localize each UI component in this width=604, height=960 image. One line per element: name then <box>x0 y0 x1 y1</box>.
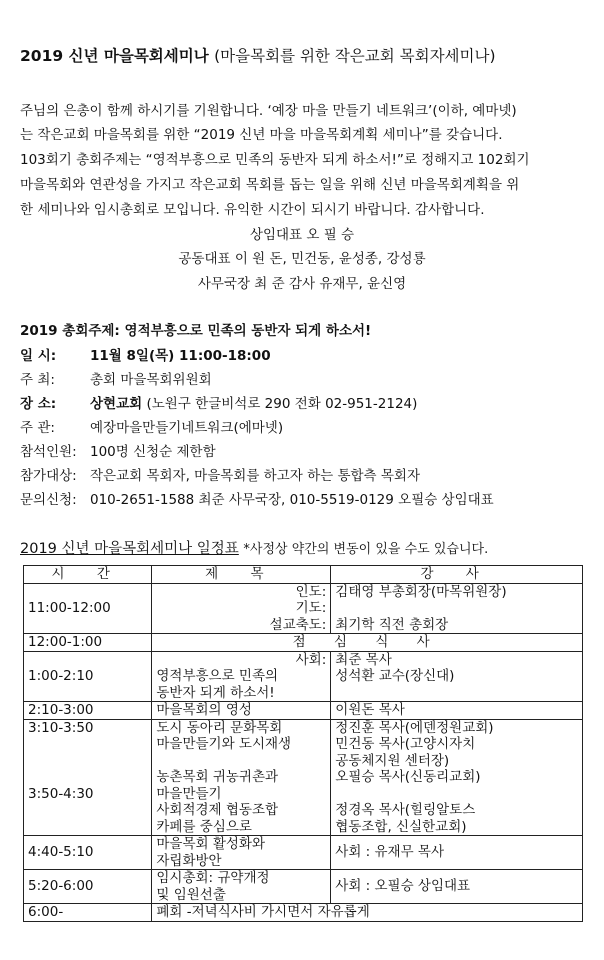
info-value: 100명 신청순 제한함 <box>90 444 216 460</box>
info-label: 주 최: <box>20 372 55 388</box>
intro-line: 마을목회와 연관성을 가지고 작은교회 목회를 돕는 일을 위해 신년 마을목회계획을 위 <box>20 177 520 193</box>
cell-title: 도시 동아리 문화목회 마을만들기와 도시재생 농촌목회 귀농귀촌과 마을만들기 사회적경제 협동조합 카페를 중심으로 <box>152 719 331 836</box>
cell-lunch: 점 심 식 사 <box>152 634 583 652</box>
info-label: 참석인원: <box>20 444 77 460</box>
intro-line: 한 세미나와 임시총회로 모입니다. 유익한 시간이 되시기 바랍니다. 감사합니다. <box>20 202 485 218</box>
info-host <box>20 368 212 388</box>
cell-speaker: 이원돈 목사 <box>331 702 583 720</box>
schedule-note: *사정상 약간의 변동이 있을 수도 있습니다. <box>243 542 489 557</box>
info-value: 010-2651-1588 최준 사무국장, 010-5519-0129 오필승 상임대표 <box>90 492 494 508</box>
info-value-detail: (노원구 한글비석로 290 전화 02-951-2124) <box>146 396 418 412</box>
cell-time: 5:20-6:00 <box>24 870 152 904</box>
table-row <box>24 651 583 702</box>
cell-speaker: 정진훈 목사(에덴정원교회) 민건동 목사(고양시자치 공동체지원 센터장) 오필승 목사(신동리교회) 정경옥 목사(힐링알토스 협동조합, 신실한교회) <box>331 719 583 836</box>
cell-speaker: 사회 : 오필승 상임대표 <box>331 870 583 904</box>
table-row <box>24 719 583 836</box>
table-row <box>24 904 583 922</box>
cell-closing: 폐회 -저녁식사비 가시면서 자유롭게 <box>152 904 583 922</box>
intro-line: 103회기 총회주제는 “영적부흥으로 민족의 동반자 되게 하소서!”로 정해지고 102회기 <box>20 152 530 168</box>
info-date <box>20 344 271 364</box>
cell-time: 6:00- <box>24 904 152 922</box>
cell-speaker: 사회 : 유재무 목사 <box>331 836 583 870</box>
table-row <box>24 583 583 634</box>
page-title <box>20 44 496 66</box>
schedule-title: 2019 신년 마을목회세미나 일정표 <box>20 541 239 557</box>
cell-title: 인도: 기도: 설교축도: <box>152 583 331 634</box>
cell-title: 마을목회 활성화와 자립화방안 <box>152 836 331 870</box>
intro-line: 는 작은교회 마을목회를 위한 “2019 신년 마을 마을목회계획 세미나”를 갖습니다. <box>20 127 503 143</box>
info-attendees <box>20 440 216 460</box>
signature-line: 사무국장 최 준 감사 유재무, 윤신영 <box>197 276 407 292</box>
header-speaker: 강 사 <box>331 566 583 584</box>
cell-time: 3:10-3:50 3:50-4:30 <box>24 719 152 836</box>
signature-line: 상임대표 오 필 승 <box>249 227 355 243</box>
signature-line: 공동대표 이 원 돈, 민건동, 윤성종, 강성룡 <box>178 251 426 267</box>
info-value: 작은교회 목회자, 마을목회를 하고자 하는 통합측 목회자 <box>90 468 420 484</box>
info-label: 장 소: <box>20 396 57 412</box>
info-label: 참가대상: <box>20 468 77 484</box>
theme: 2019 총회주제: 영적부흥으로 민족의 동반자 되게 하소서! <box>20 323 372 339</box>
cell-time: 2:10-3:00 <box>24 702 152 720</box>
table-row <box>24 870 583 904</box>
info-value: 총회 마을목회위원회 <box>90 372 212 388</box>
intro-line: 주님의 은총이 함께 하시기를 기원합니다. ‘예장 마을 만들기 네트워크’(이하, 예마넷) <box>20 103 517 119</box>
info-organizer <box>20 416 283 436</box>
info-value: 예장마을만들기네트워크(에마넷) <box>90 420 284 436</box>
cell-speaker: 김태영 부총회장(마목위원장) 최기학 직전 총회장 <box>331 583 583 634</box>
header-time: 시 간 <box>24 566 152 584</box>
cell-time: 12:00-1:00 <box>24 634 152 652</box>
table-header-row <box>24 566 583 584</box>
info-contact <box>20 488 494 508</box>
table-row <box>24 702 583 720</box>
cell-speaker: 최준 목사 성석환 교수(장신대) <box>331 651 583 702</box>
info-label: 주 관: <box>20 420 55 436</box>
table-row <box>24 836 583 870</box>
cell-time: 11:00-12:00 <box>24 583 152 634</box>
cell-time: 4:40-5:10 <box>24 836 152 870</box>
info-target <box>20 464 420 484</box>
info-value: 11월 8일(목) 11:00-18:00 <box>90 348 271 364</box>
cell-title: 사회: 영적부흥으로 민족의 동반자 되게 하소서! <box>152 651 331 702</box>
info-place <box>20 392 417 412</box>
schedule-table <box>23 565 583 922</box>
info-value: 상현교회 <box>90 396 143 412</box>
cell-time: 1:00-2:10 <box>24 651 152 702</box>
header-title: 제 목 <box>152 566 331 584</box>
table-row <box>24 634 583 652</box>
title-main: 2019 신년 마을목회세미나 <box>20 47 209 65</box>
cell-title: 임시총회: 규약개정 및 임원선출 <box>152 870 331 904</box>
schedule-heading <box>20 537 488 558</box>
info-label: 문의신청: <box>20 492 77 508</box>
cell-title: 마을목회의 영성 <box>152 702 331 720</box>
info-label: 일 시: <box>20 348 57 364</box>
title-sub: (마을목회를 위한 작은교회 목회자세미나) <box>214 47 496 65</box>
